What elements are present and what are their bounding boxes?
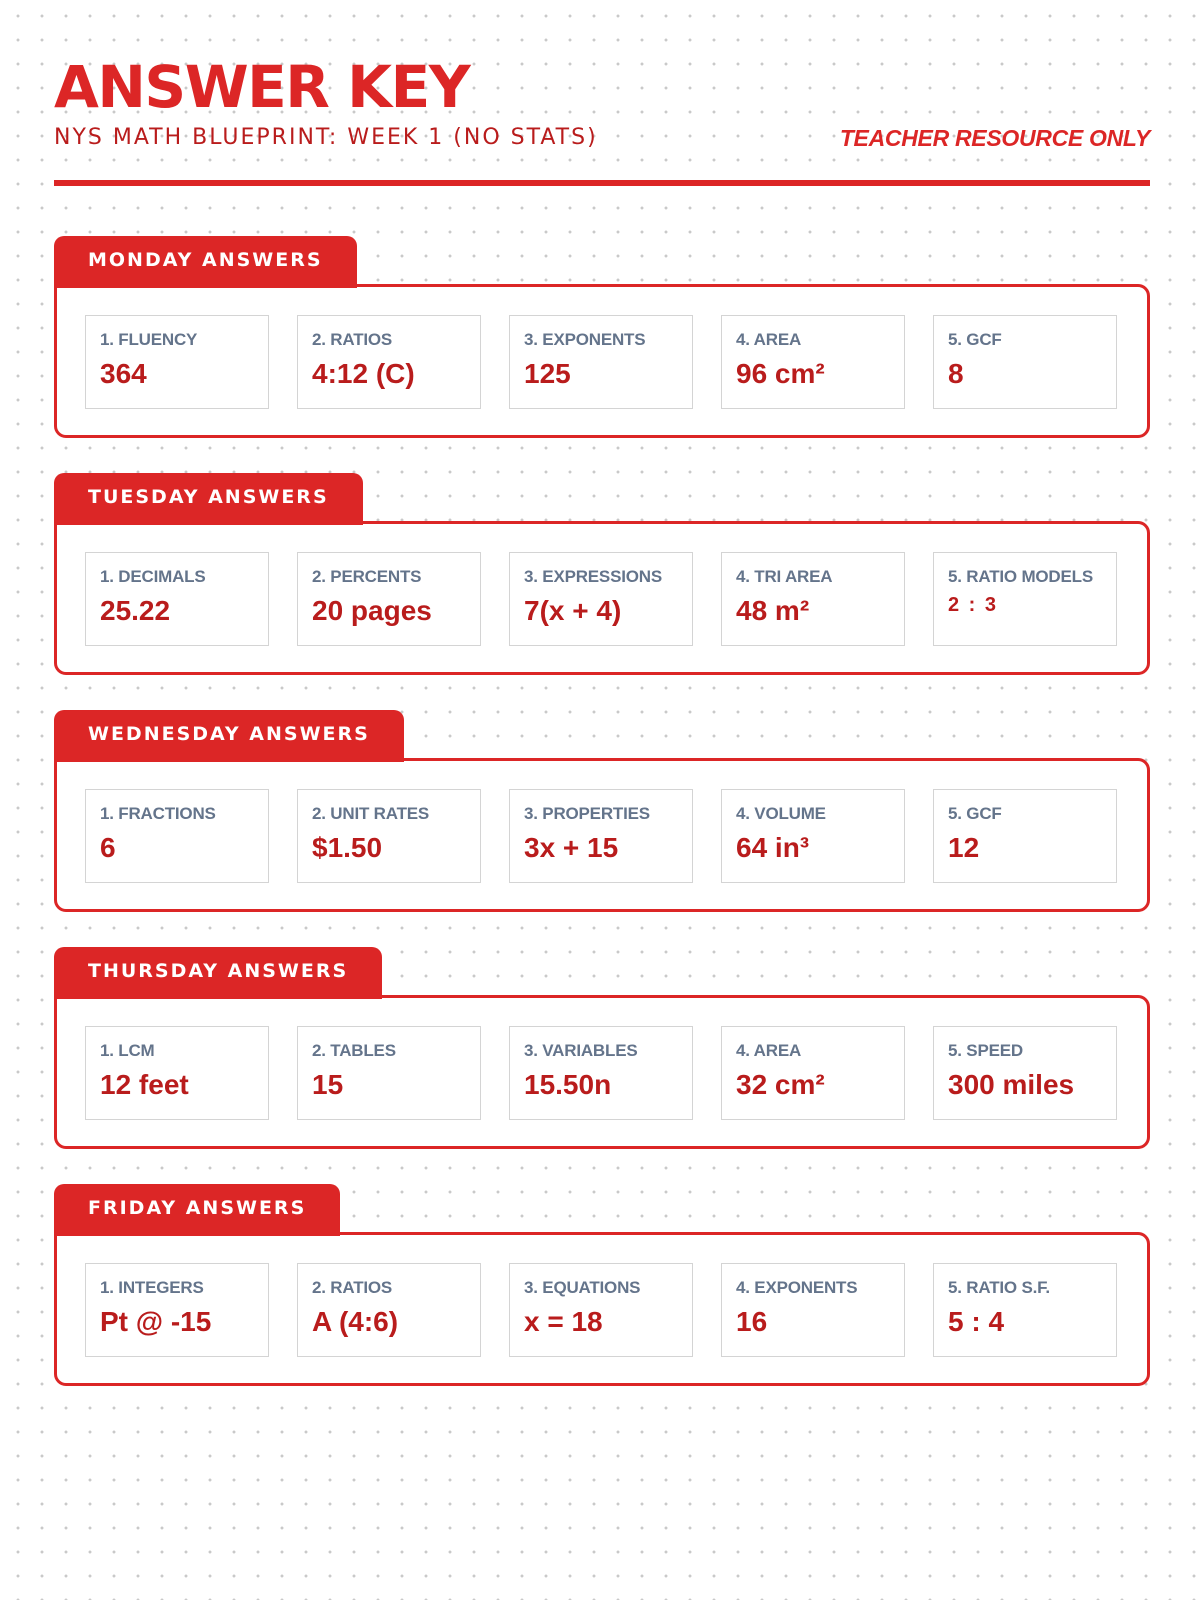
answer-label: 1. LCM	[100, 1041, 155, 1060]
answer-card	[85, 1263, 269, 1357]
answer-label: 2. RATIOS	[312, 330, 393, 349]
page-header	[54, 53, 1150, 151]
answer-label: 5. GCF	[948, 804, 1002, 823]
answer-value: 12 feet	[100, 1069, 189, 1100]
friday-section	[54, 1184, 1150, 1384]
answer-label: 5. GCF	[948, 330, 1002, 349]
answer-label: 1. DECIMALS	[100, 567, 206, 586]
answer-label: 3. EXPRESSIONS	[524, 567, 662, 586]
answer-value: 16	[736, 1306, 768, 1337]
answer-label: 5. SPEED	[948, 1041, 1023, 1060]
answer-label: 4. AREA	[736, 1041, 802, 1060]
answer-card	[933, 1263, 1117, 1357]
answer-card	[933, 789, 1117, 883]
answer-card	[297, 552, 481, 646]
answer-value: 8	[948, 358, 964, 389]
answer-card	[509, 315, 693, 409]
answer-value: 3x + 15	[524, 832, 619, 863]
answer-value: 300 miles	[948, 1069, 1075, 1100]
answer-label: 4. EXPONENTS	[736, 1278, 858, 1297]
answer-value: A (4:6)	[312, 1306, 399, 1337]
answer-label: 1. FLUENCY	[100, 330, 198, 349]
wednesday-heading: WEDNESDAY ANSWERS	[54, 710, 404, 762]
thursday-section	[54, 947, 1150, 1147]
answer-card	[933, 315, 1117, 409]
answer-value: 48 m²	[736, 595, 810, 626]
answer-value: 25.22	[100, 595, 171, 626]
answer-card	[509, 789, 693, 883]
monday-answers-box	[54, 284, 1150, 438]
tuesday-heading: TUESDAY ANSWERS	[54, 473, 363, 525]
answer-value: 6	[100, 832, 116, 863]
monday-heading: MONDAY ANSWERS	[54, 236, 357, 288]
answer-card	[297, 789, 481, 883]
answer-label: 5. RATIO MODELS	[948, 567, 1093, 586]
answer-value: x = 18	[524, 1306, 603, 1337]
friday-heading: FRIDAY ANSWERS	[54, 1184, 340, 1236]
answer-card	[85, 315, 269, 409]
thursday-answers-box	[54, 995, 1150, 1149]
answer-value: 64 in³	[736, 832, 810, 863]
answer-label: 2. UNIT RATES	[312, 804, 430, 823]
answer-card	[85, 1026, 269, 1120]
answer-card	[721, 552, 905, 646]
answer-card	[297, 315, 481, 409]
answer-value: $1.50	[312, 832, 383, 863]
answer-label: 2. PERCENTS	[312, 567, 422, 586]
answer-card	[297, 1026, 481, 1120]
answer-value: 20 pages	[312, 595, 432, 626]
answer-card	[721, 315, 905, 409]
page-title: ANSWER KEY	[54, 53, 470, 121]
answer-card	[721, 1263, 905, 1357]
thursday-heading: THURSDAY ANSWERS	[54, 947, 382, 999]
answer-value: 15	[312, 1069, 344, 1100]
answer-value: 364	[100, 358, 147, 389]
teacher-resource-note: TEACHER RESOURCE ONLY	[839, 125, 1150, 151]
answer-label: 3. PROPERTIES	[524, 804, 650, 823]
answer-value: 4:12 (C)	[312, 358, 415, 389]
answer-value: 125	[524, 358, 571, 389]
answer-value: 7(x + 4)	[524, 595, 622, 626]
answer-card	[509, 1263, 693, 1357]
answer-value: 15.50n	[524, 1069, 612, 1100]
answer-label: 5. RATIO S.F.	[948, 1278, 1050, 1297]
wednesday-answers-box	[54, 758, 1150, 912]
page-subtitle: NYS MATH BLUEPRINT: WEEK 1 (NO STATS)	[54, 125, 598, 150]
answer-label: 1. INTEGERS	[100, 1278, 204, 1297]
answer-card	[509, 1026, 693, 1120]
answer-label: 1. FRACTIONS	[100, 804, 216, 823]
answer-value: 32 cm²	[736, 1069, 825, 1100]
answer-label: 3. EXPONENTS	[524, 330, 646, 349]
answer-card	[721, 1026, 905, 1120]
tuesday-section	[54, 473, 1150, 673]
wednesday-section	[54, 710, 1150, 910]
answer-card	[933, 1026, 1117, 1120]
header-divider	[54, 180, 1150, 186]
answer-value: Pt @ -15	[100, 1306, 212, 1337]
answer-label: 2. RATIOS	[312, 1278, 393, 1297]
answer-value: 5 : 4	[948, 1306, 1005, 1337]
answer-label: 2. TABLES	[312, 1041, 396, 1060]
friday-answers-box	[54, 1232, 1150, 1386]
answer-value: 12	[948, 832, 980, 863]
answer-card	[85, 552, 269, 646]
answer-card	[933, 552, 1117, 646]
answer-label: 3. EQUATIONS	[524, 1278, 641, 1297]
answer-label: 3. VARIABLES	[524, 1041, 638, 1060]
answer-card	[297, 1263, 481, 1357]
answer-label: 4. AREA	[736, 330, 802, 349]
answer-card	[721, 789, 905, 883]
monday-section	[54, 236, 1150, 436]
answer-value: 96 cm²	[736, 358, 825, 389]
answer-card	[85, 789, 269, 883]
answer-label: 4. VOLUME	[736, 804, 826, 823]
answer-label: 4. TRI AREA	[736, 567, 833, 586]
answer-card	[509, 552, 693, 646]
tuesday-answers-box	[54, 521, 1150, 675]
answer-value: 2 : 3	[948, 594, 999, 616]
